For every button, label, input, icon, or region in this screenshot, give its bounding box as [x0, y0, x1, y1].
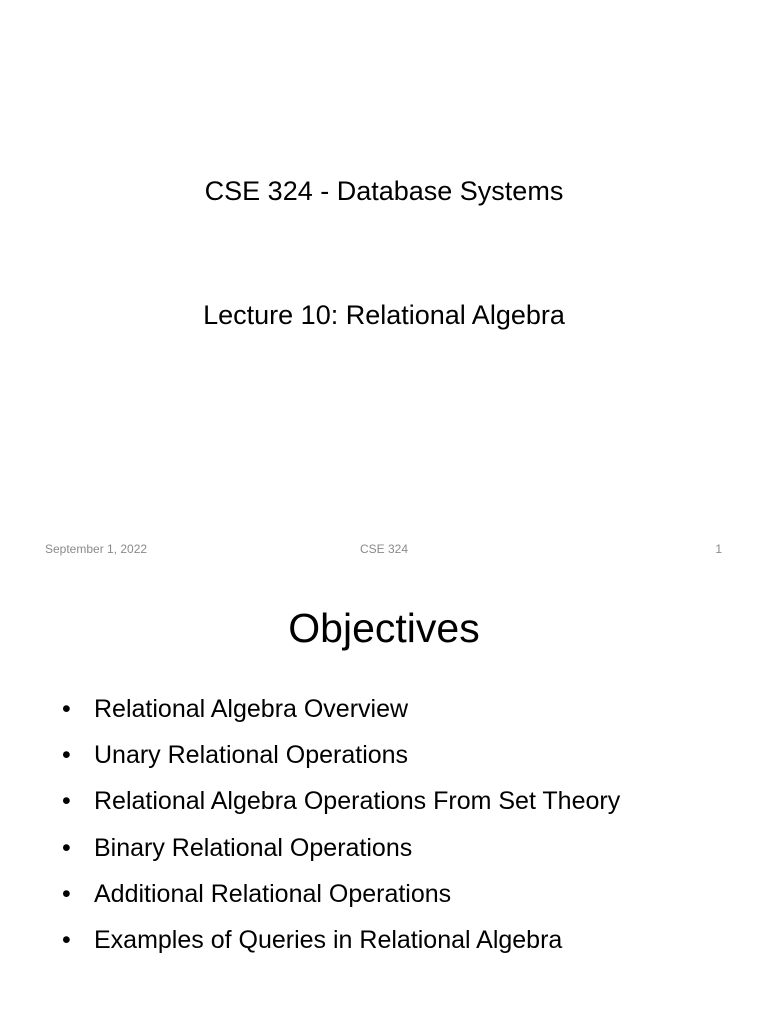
- objective-item: [62, 740, 620, 786]
- objective-item: [62, 879, 620, 925]
- objective-text: Additional Relational Operations: [94, 879, 452, 908]
- objective-item: [62, 833, 620, 879]
- footer-date: September 1, 2022: [45, 542, 148, 556]
- objectives-slide: [0, 576, 768, 1024]
- objective-item: [62, 694, 620, 740]
- objective-text: Examples of Queries in Relational Algebra: [94, 925, 563, 954]
- bullet-icon: •: [62, 787, 71, 816]
- objectives-heading: Objectives: [288, 605, 480, 651]
- objective-text: Relational Algebra Operations From Set Theory: [94, 787, 621, 816]
- bullet-icon: •: [62, 925, 71, 954]
- footer-page-number: 1: [715, 542, 722, 556]
- bullet-icon: •: [62, 833, 71, 862]
- objectives-list: [62, 694, 620, 971]
- bullet-icon: •: [62, 695, 71, 723]
- bullet-icon: •: [62, 879, 71, 908]
- course-title: CSE 324 - Database Systems: [204, 176, 564, 206]
- objective-text: Unary Relational Operations: [94, 741, 409, 770]
- footer-course: CSE 324: [359, 542, 409, 556]
- objective-text: Binary Relational Operations: [94, 833, 413, 862]
- lecture-title: Lecture 10: Relational Algebra: [203, 300, 565, 330]
- objective-item: [62, 925, 620, 971]
- objective-item: [62, 786, 620, 832]
- bullet-icon: •: [62, 741, 71, 770]
- objective-text: Relational Algebra Overview: [94, 695, 409, 723]
